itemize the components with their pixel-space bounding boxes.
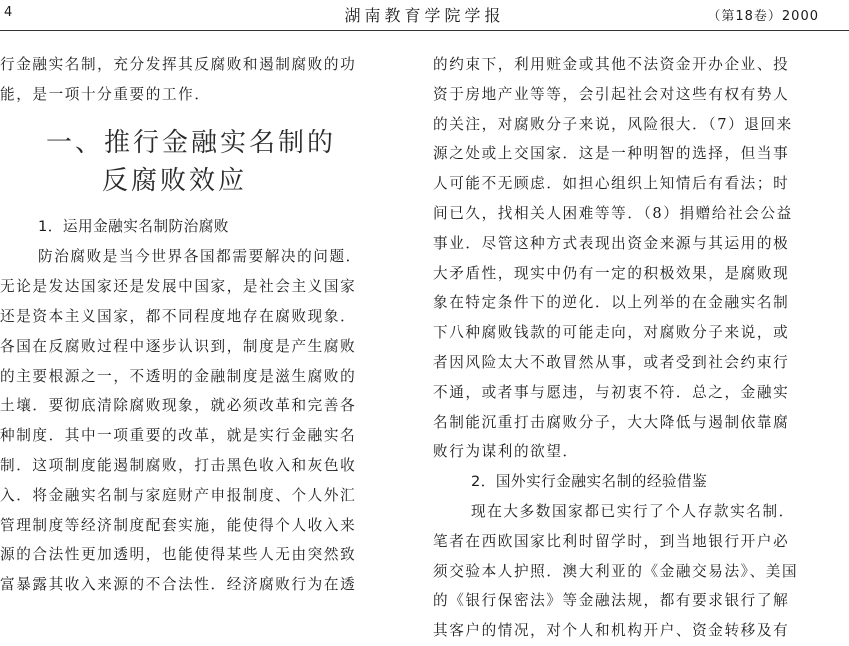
body-line: 土壤．要彻底清除腐败现象，就必须改革和完善各 — [0, 397, 357, 415]
paragraph-first-line: 防治腐败是当今世界各国都需要解决的问题． — [38, 248, 362, 266]
body-line: 的主要根源之一，不透明的金融制度是滋生腐败的 — [0, 367, 357, 385]
body-line: 源的合法性更加透明，也能使得某些人无由突然致 — [0, 546, 357, 564]
volume-info: （第18卷）2000 — [707, 9, 819, 24]
body-line: 制．这项制度能遏制腐败，打击黑色收入和灰色收 — [0, 456, 357, 474]
body-line: 富暴露其收入来源的不合法性．经济腐败行为在透 — [0, 576, 357, 594]
section-title — [0, 124, 416, 200]
body-line: 的关注，对腐败分子来说，风险很大．（7）退回来 — [433, 115, 793, 133]
left-column — [0, 50, 416, 600]
body-line: 行金融实名制，充分发挥其反腐败和遏制腐败的功 — [0, 56, 357, 73]
section-title-line: 一、推行金融实名制的 — [46, 127, 337, 158]
header-rule — [0, 30, 849, 31]
body-line: 种制度．其中一项重要的改革，就是实行金融实名 — [0, 427, 357, 445]
body-line: 事业．尽管这种方式表现出资金来源与其运用的极 — [433, 234, 790, 252]
body-line: 资于房地产业等等，会引起社会对这些有权有势人 — [433, 85, 790, 103]
body-line: 入．将金融实名制与家庭财产申报制度、个人外汇 — [0, 486, 357, 504]
right-column — [433, 50, 847, 646]
subheading: 2．国外实行金融实名制的经验借鉴 — [471, 473, 708, 491]
subheading: 1．运用金融实名制防治腐败 — [38, 217, 229, 235]
body-line: 须交验本人护照．澳大利亚的《金融交易法》、美国 — [433, 562, 799, 580]
body-line: 下八种腐败钱款的可能走向，对腐败分子来说，或 — [433, 324, 790, 342]
body-line: 不通，或者事与愿违，与初衷不符．总之，金融实 — [433, 383, 790, 401]
body-line: 还是资本主义国家，都不同程度地存在腐败现象． — [0, 307, 357, 325]
body-line: 能，是一项十分重要的工作． — [0, 85, 211, 103]
body-line: 败行为谋利的欲望． — [433, 443, 579, 461]
body-line: 各国在反腐败过程中逐步认识到，制度是产生腐败 — [0, 337, 357, 355]
body-line: 人可能不无顾虑．如担心组织上知情后有看法；时 — [433, 175, 790, 193]
body-line: 无论是发达国家还是发展中国家，是社会主义国家 — [0, 278, 357, 296]
body-line: 的《银行保密法》等金融法规，都有要求银行了解 — [433, 592, 790, 610]
journal-title: 湖南教育学院学报 — [344, 6, 505, 25]
section-title-line: 反腐败效应 — [102, 165, 248, 196]
body-line: 管理制度等经济制度配套实施，能使得个人收入来 — [0, 516, 357, 534]
running-header — [0, 0, 849, 30]
body-line: 笔者在西欧国家比利时留学时，到当地银行开户必 — [433, 532, 790, 550]
body-line: 象在特定条件下的逆化．以上列举的在金融实名制 — [433, 294, 790, 312]
body-line: 间已久，找相关人困难等等．（8）捐赠给社会公益 — [433, 204, 793, 222]
body-line: 者因风险太大不敢冒然从事，或者受到社会约束行 — [433, 353, 790, 371]
paragraph-first-line: 现在大多数国家都已实行了个人存款实名制． — [471, 502, 795, 520]
page-number: 4 — [4, 5, 13, 20]
body-line: 大矛盾性，现实中仍有一定的积极效果，是腐败现 — [433, 264, 790, 282]
body-line: 其客户的情况，对个人和机构开户、资金转移及有 — [433, 622, 790, 640]
body-line: 源之处或上交国家．这是一种明智的选择，但当事 — [433, 145, 790, 163]
body-line: 名制能沉重打击腐败分子，大大降低与遏制依靠腐 — [433, 413, 790, 431]
body-line: 的约束下，利用赃金或其他不法资金开办企业、投 — [433, 56, 790, 73]
